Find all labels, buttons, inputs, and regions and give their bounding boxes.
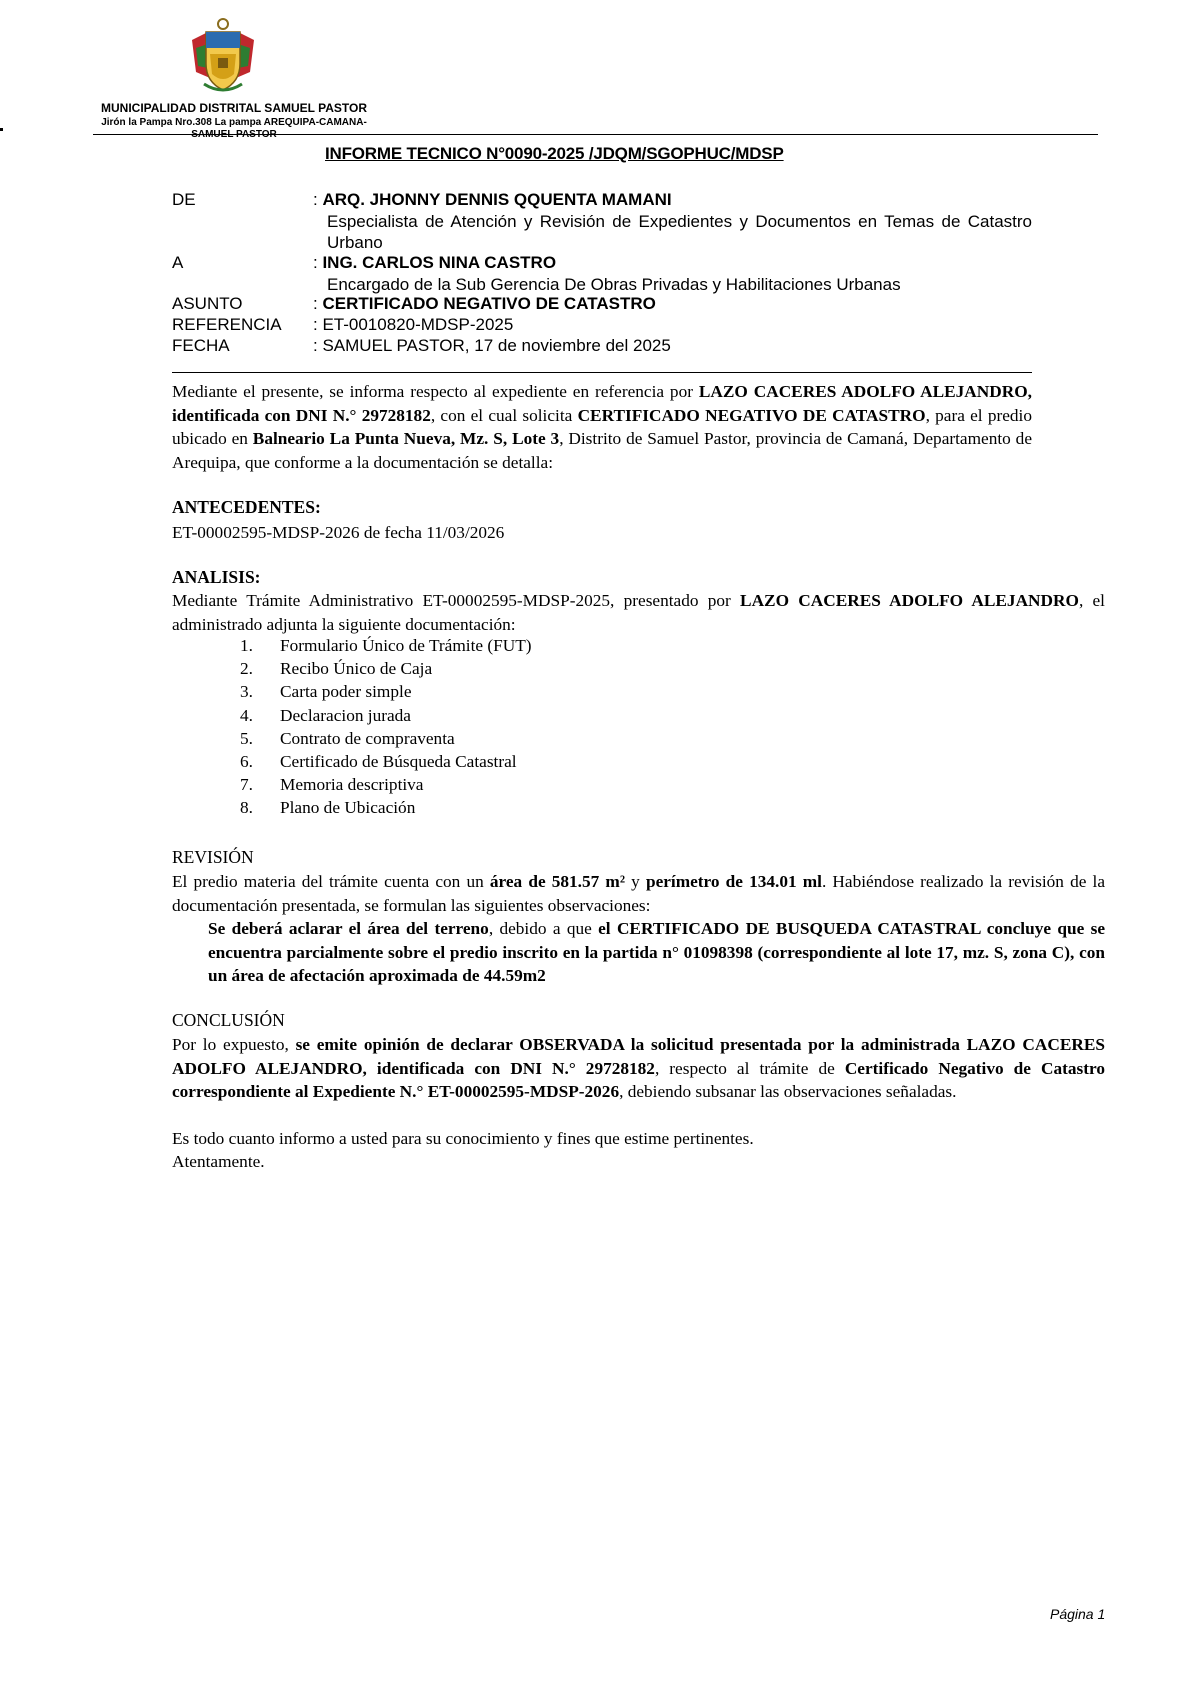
meta-a-role: Encargado de la Sub Gerencia De Obras Privadas y Habilitaciones Urbanas	[327, 275, 901, 294]
intro-text: , con el cual solicita	[430, 405, 578, 425]
revision-area: área de 581.57 m²	[489, 872, 626, 891]
org-name: MUNICIPALIDAD DISTRITAL SAMUEL PASTOR	[100, 101, 367, 115]
signoff-line: Atentamente.	[172, 1152, 265, 1171]
analisis-heading: ANALISIS:	[172, 567, 261, 587]
conclusion-paragraph	[172, 1033, 1105, 1104]
list-item: 8. Plano de Ubicación	[240, 798, 416, 818]
meta-asunto-label: ASUNTO	[172, 294, 243, 313]
observation-bold: el CERTIFICADO DE BUSQUEDA CATASTRAL concluye que se encuentra parcialmente sobre el predio inscrito en la partida n° 01098398 (correspondiente al lote 17, mz. S, zona C), con un área de afectación aproximada de 44.59m2	[208, 919, 1105, 986]
conclusion-text: Por lo expuesto,	[172, 1035, 296, 1054]
meta-referencia-value	[313, 315, 513, 335]
org-address	[96, 117, 372, 141]
report-title: INFORME TECNICO N°0090-2025 /JDQM/SGOPHUC/MDSP	[325, 144, 784, 163]
page-number: Página 1	[1050, 1606, 1106, 1622]
documents-list	[240, 634, 532, 820]
antecedentes-text: ET-00002595-MDSP-2026 de fecha 11/03/2026	[172, 523, 505, 542]
revision-text: . Habiéndose realizado la revisión de la documentación presentada, se formulan las siguientes observaciones:	[172, 872, 1105, 915]
meta-separator: :	[313, 253, 323, 272]
meta-a-name: ING. CARLOS NINA CASTRO	[322, 253, 557, 272]
conclusion-text: , debiendo subsanar las observaciones señaladas.	[619, 1082, 957, 1102]
analisis-paragraph	[172, 589, 1105, 636]
observation-bold: Se deberá aclarar el área del terreno	[208, 919, 489, 938]
list-item: 7. Memoria descriptiva	[240, 775, 424, 795]
antecedentes-heading: ANTECEDENTES:	[172, 497, 321, 517]
conclusion-bold: se emite opinión de declarar OBSERVADA la solicitud presentada por la administrada LAZO CACERES ADOLFO ALEJANDRO, identificada con DNI N.° 29728182	[172, 1035, 1105, 1078]
conclusion-text: , respecto al trámite de	[654, 1058, 845, 1078]
meta-de-name: ARQ. JHONNY DENNIS QQUENTA MAMANI	[322, 190, 672, 209]
revision-heading: REVISIÓN	[172, 847, 254, 867]
intro-text: , para el predio ubicado en	[172, 405, 1033, 449]
meta-referencia-text: ET-0010820-MDSP-2025	[322, 315, 514, 334]
meta-divider	[172, 372, 1032, 373]
org-address-line2: SAMUEL PASTOR	[191, 129, 277, 140]
intro-location: Balneario La Punta Nueva, Mz. S, Lote 3	[252, 429, 560, 449]
org-address-line1: Jirón la Pampa Nro.308 La pampa AREQUIPA-CAMANA-	[101, 117, 367, 128]
intro-text: , Distrito de Samuel Pastor, provincia de Camaná, Departamento de Arequipa, que conforme a la documentación se detalla:	[172, 429, 1032, 472]
meta-fecha-text: SAMUEL PASTOR, 17 de noviembre del 2025	[322, 336, 671, 355]
meta-separator: :	[313, 336, 323, 355]
meta-fecha-label: FECHA	[172, 336, 230, 355]
meta-a-value	[313, 253, 556, 273]
meta-de-value	[313, 190, 672, 210]
meta-separator: :	[313, 294, 323, 313]
revision-observation	[208, 917, 1105, 988]
list-item: 2. Recibo Único de Caja	[240, 659, 433, 679]
list-item: 6. Certificado de Búsqueda Catastral	[240, 752, 517, 772]
revision-text: El predio materia del trámite cuenta con un	[172, 872, 490, 891]
analisis-text: Mediante Trámite Administrativo ET-00002595-MDSP-2025, presentado por	[172, 591, 741, 610]
meta-a-label: A	[172, 253, 184, 272]
revision-perimeter: perímetro de 134.01 ml	[645, 872, 822, 891]
intro-paragraph	[172, 380, 1032, 474]
conclusion-heading: CONCLUSIÓN	[172, 1010, 285, 1030]
list-item: 5. Contrato de compraventa	[240, 728, 455, 748]
intro-applicant: LAZO CACERES ADOLFO ALEJANDRO, identificada con DNI N.° 29728182	[172, 382, 1032, 425]
closing-line: Es todo cuanto informo a usted para su conocimiento y fines que estime pertinentes.	[172, 1129, 754, 1148]
conclusion-bold: Certificado Negativo de Catastro correspondiente al Expediente N.° ET-00002595-MDSP-2026	[172, 1058, 1105, 1102]
revision-paragraph	[172, 870, 1105, 917]
observation-text: , debido a que	[488, 919, 599, 938]
header-divider	[93, 134, 1098, 135]
meta-referencia-label: REFERENCIA	[172, 315, 282, 334]
analisis-applicant: LAZO CACERES ADOLFO ALEJANDRO	[740, 591, 1079, 610]
meta-separator: :	[313, 190, 323, 209]
stray-mark	[0, 128, 3, 131]
meta-de-role: Especialista de Atención y Revisión de Expedientes y Documentos en Temas de Catastro Urbano	[327, 212, 1032, 252]
revision-text: y	[625, 872, 646, 891]
meta-asunto-text: CERTIFICADO NEGATIVO DE CATASTRO	[322, 294, 656, 313]
intro-text: Mediante el presente, se informa respecto al expediente en referencia por	[172, 382, 699, 401]
list-item: 1. Formulario Único de Trámite (FUT)	[240, 636, 532, 655]
coat-of-arms-icon	[188, 18, 258, 94]
intro-request: CERTIFICADO NEGATIVO DE CATASTRO	[577, 405, 926, 425]
meta-asunto-value	[313, 294, 656, 314]
meta-fecha-value	[313, 336, 671, 356]
meta-separator: :	[313, 315, 323, 334]
analisis-text: , el administrado adjunta la siguiente documentación:	[172, 591, 1105, 634]
list-item: 4. Declaracion jurada	[240, 705, 411, 725]
list-item: 3. Carta poder simple	[240, 682, 412, 702]
meta-de-label: DE	[172, 190, 196, 209]
